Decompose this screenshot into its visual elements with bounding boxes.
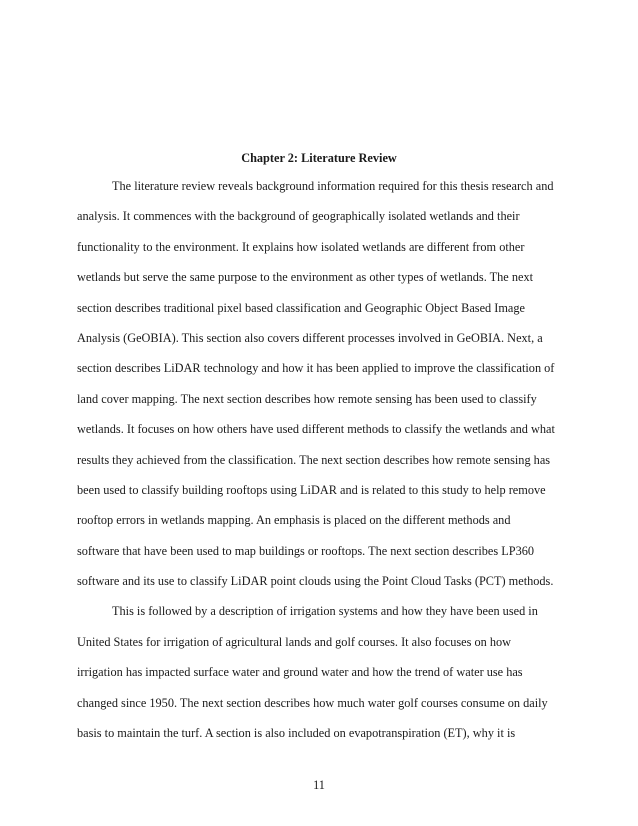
paragraph-1-line-8: land cover mapping. The next section describes how remote sensing has been used to classify [77,391,537,406]
paragraph-1-line-5: section describes traditional pixel based classification and Geographic Object Based Image [77,300,525,315]
paragraph-1-line-4: wetlands but serve the same purpose to the environment as other types of wetlands. The next [77,270,534,285]
paragraph-1-line-12: rooftop errors in wetlands mapping. An emphasis is placed on the different methods and [77,513,511,528]
paragraph-1-line-7: section describes LiDAR technology and how it has been applied to improve the classification of [77,361,555,376]
paragraph-2-line-2: United States for irrigation of agricultural lands and golf courses. It also focuses on how [77,634,512,649]
paragraph-2-line-5: basis to maintain the turf. A section is also included on evapotranspiration (ET), why it is [77,726,516,741]
paragraph-1-line-14: software and its use to classify LiDAR point clouds using the Point Cloud Tasks (PCT) methods. [77,574,554,589]
paragraph-1-line-2: analysis. It commences with the background of geographically isolated wetlands and their [77,209,520,224]
paragraph-2-line-1: This is followed by a description of irrigation systems and how they have been used in [112,604,538,619]
paragraph-1-line-3: functionality to the environment. It explains how isolated wetlands are different from other [77,239,525,254]
chapter-title: Chapter 2: Literature Review [241,151,397,165]
paragraph-2-line-3: irrigation has impacted surface water and ground water and how the trend of water use has [77,665,523,680]
paragraph-1-line-13: software that have been used to map buildings or rooftops. The next section describes LP360 [77,543,535,558]
paragraph-1-line-10: results they achieved from the classification. The next section describes how remote sensing has [77,452,551,467]
paragraph-1-line-11: been used to classify building rooftops using LiDAR and is related to this study to help remove [77,482,546,497]
paragraph-1-line-9: wetlands. It focuses on how others have used different methods to classify the wetlands and what [77,422,555,437]
body-text [77,178,607,755]
paragraph-2-line-4: changed since 1950. The next section describes how much water golf courses consume on daily [77,695,548,710]
page-number: 11 [313,778,325,792]
paragraph-1-line-1: The literature review reveals background information required for this thesis research and [112,179,554,193]
paragraph-1-line-6: Analysis (GeOBIA). This section also covers different processes involved in GeOBIA. Next, a [77,330,543,345]
